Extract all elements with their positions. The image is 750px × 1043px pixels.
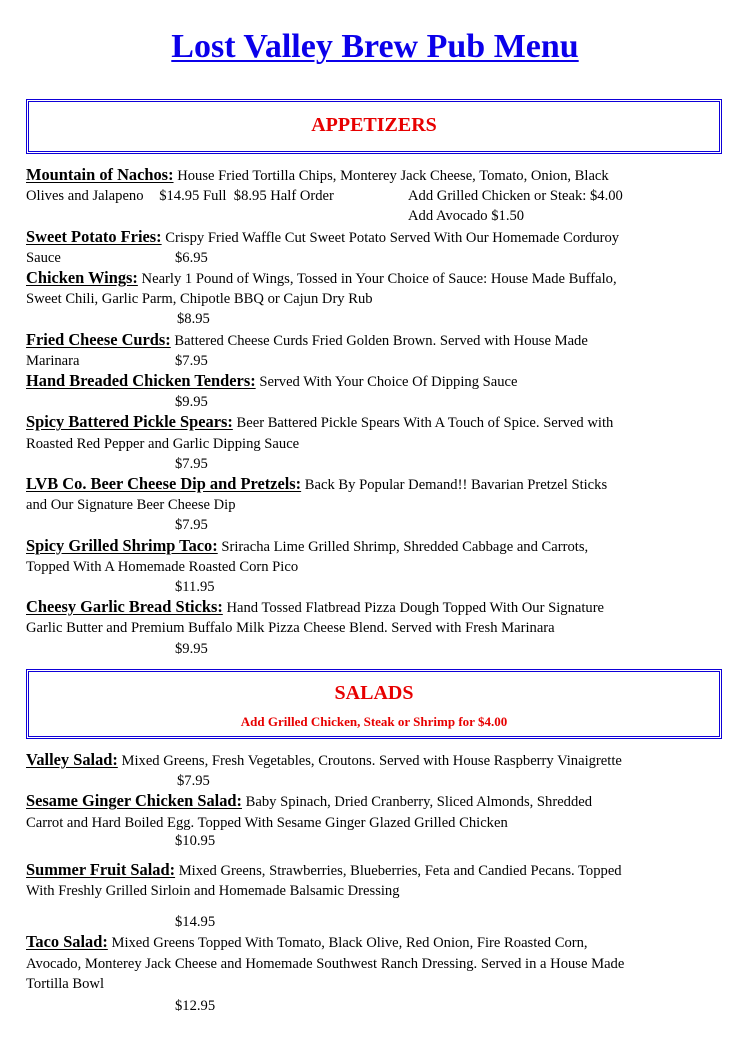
item-description: Hand Tossed Flatbread Pizza Dough Topped With Our Signature: [226, 600, 605, 617]
menu-item-garlic-bread-sticks: [26, 597, 726, 659]
item-name: Sweet Potato Fries:: [26, 226, 162, 246]
item-description: Baby Spinach, Dried Cranberry, Sliced Almonds, Shredded: [245, 794, 593, 811]
item-addon: Add Avocado $1.50: [408, 208, 525, 225]
item-price: $8.95: [177, 311, 210, 328]
item-price: $6.95: [175, 249, 208, 266]
item-description: Crispy Fried Waffle Cut Sweet Potato Served With Our Homemade Corduroy: [165, 229, 620, 246]
item-description: House Fried Tortilla Chips, Monterey Jack Cheese, Tomato, Onion, Black: [177, 168, 609, 184]
item-description-cont: Marinara: [26, 352, 80, 369]
item-price: $7.95: [175, 455, 208, 472]
menu-item-beer-cheese-dip: [26, 474, 726, 536]
item-description-cont: Sweet Chili, Garlic Parm, Chipotle BBQ or Cajun Dry Rub: [26, 291, 373, 308]
item-description: Back By Popular Demand!! Bavarian Pretzel Sticks: [304, 477, 608, 494]
item-description: Served With Your Choice Of Dipping Sauce: [259, 374, 518, 391]
item-price: $7.95: [175, 517, 208, 534]
item-price: $12.95: [175, 998, 216, 1015]
item-name: Summer Fruit Salad:: [26, 859, 176, 879]
item-description-cont: Topped With A Homemade Roasted Corn Pico: [26, 558, 299, 575]
item-description: Mixed Greens, Strawberries, Blueberries, Feta and Candied Pecans. Topped: [178, 862, 622, 879]
item-description-cont: Carrot and Hard Boiled Egg. Topped With Sesame Ginger Glazed Grilled Chicken: [26, 814, 508, 831]
item-name: Spicy Battered Pickle Spears:: [26, 412, 233, 432]
item-price: $9.95: [175, 640, 208, 657]
item-description: Sriracha Lime Grilled Shrimp, Shredded Cabbage and Carrots,: [221, 538, 589, 555]
menu-item-chicken-wings: [26, 268, 726, 330]
menu-item-valley-salad: [26, 750, 726, 791]
item-name: Fried Cheese Curds:: [26, 329, 171, 349]
menu-item-chicken-tenders: [26, 371, 726, 412]
item-price: $7.95: [175, 352, 208, 369]
menu-item-fried-cheese-curds: [26, 330, 726, 371]
item-description-cont: Tortilla Bowl: [26, 975, 105, 992]
item-description: Mixed Greens Topped With Tomato, Black Olive, Red Onion, Fire Roasted Corn,: [111, 935, 588, 952]
item-price: $10.95: [175, 832, 216, 849]
item-addon: Add Grilled Chicken or Steak: $4.00: [408, 188, 623, 205]
menu-item-mountain-of-nachos: [26, 165, 726, 227]
item-name: Sesame Ginger Chicken Salad:: [26, 791, 242, 811]
appetizers-header-box: [26, 99, 722, 154]
item-price: $11.95: [175, 579, 215, 596]
item-name: Cheesy Garlic Bread Sticks:: [26, 597, 223, 617]
item-name: Taco Salad:: [26, 932, 108, 952]
item-description: Mixed Greens, Fresh Vegetables, Croutons. Served with House Raspberry Vinaigrette: [121, 753, 622, 769]
item-description: Nearly 1 Pound of Wings, Tossed in Your Choice of Sauce: House Made Buffalo,: [141, 271, 617, 288]
item-description: Battered Cheese Curds Fried Golden Brown. Served with House Made: [174, 332, 588, 349]
menu-item-summer-fruit-salad: [26, 860, 726, 933]
item-description-cont: Sauce: [26, 249, 61, 266]
item-name: Valley Salad:: [26, 750, 118, 769]
item-name: Mountain of Nachos:: [26, 165, 174, 184]
item-price: $9.95: [175, 394, 208, 411]
item-description-cont: With Freshly Grilled Sirloin and Homemade Balsamic Dressing: [26, 883, 400, 900]
item-name: LVB Co. Beer Cheese Dip and Pretzels:: [26, 474, 302, 494]
spacer: [26, 849, 726, 860]
item-price: $7.95: [177, 773, 210, 790]
salads-list: [26, 750, 726, 1016]
item-name: Spicy Grilled Shrimp Taco:: [26, 535, 218, 555]
item-description: Beer Battered Pickle Spears With A Touch of Spice. Served with: [236, 415, 614, 432]
item-price: $14.95 Full $8.95 Half Order: [159, 188, 334, 205]
salads-subheading: Add Grilled Chicken, Steak or Shrimp for $4.00: [240, 714, 508, 729]
salads-header-box: [26, 669, 722, 739]
item-price: $14.95: [175, 914, 216, 931]
item-name: Hand Breaded Chicken Tenders:: [26, 371, 256, 391]
menu-item-sweet-potato-fries: [26, 227, 726, 268]
item-description-cont: Olives and Jalapeno: [26, 188, 144, 205]
menu-item-sesame-ginger-salad: [26, 791, 726, 848]
menu-item-taco-salad: [26, 932, 726, 1016]
item-description-cont: Roasted Red Pepper and Garlic Dipping Sauce: [26, 435, 300, 452]
item-description-cont: and Our Signature Beer Cheese Dip: [26, 497, 236, 514]
salads-heading: SALADS: [334, 682, 414, 704]
appetizers-heading: APPETIZERS: [311, 114, 437, 136]
item-name: Chicken Wings:: [26, 268, 138, 288]
menu-item-pickle-spears: [26, 412, 726, 474]
page-title: Lost Valley Brew Pub Menu: [171, 28, 579, 65]
appetizers-list: [26, 165, 726, 659]
menu-item-shrimp-taco: [26, 536, 726, 598]
item-description-cont: Garlic Butter and Premium Buffalo Milk Pizza Cheese Blend. Served with Fresh Marinara: [26, 620, 555, 637]
item-description-cont: Avocado, Monterey Jack Cheese and Homemade Southwest Ranch Dressing. Served in a House Made: [26, 955, 625, 972]
